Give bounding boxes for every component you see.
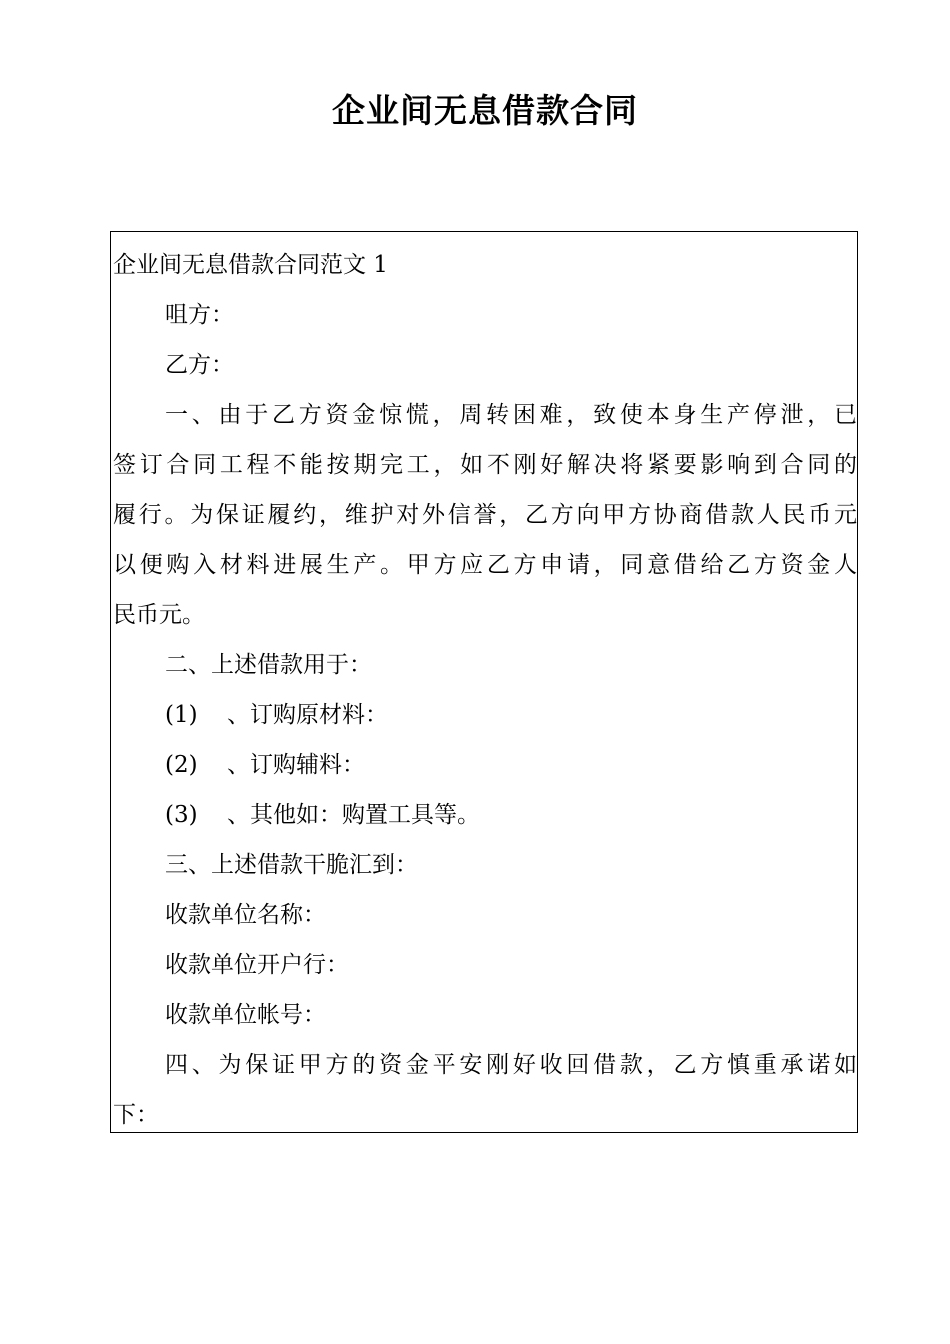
clause-1-line-1: 一、由于乙方资金惊慌，周转困难，致使本身生产停泄，已	[165, 402, 857, 428]
clause-4-line-2: 下：	[113, 1102, 159, 1128]
item-text: 、订购辅料：	[227, 752, 365, 778]
sample-heading: 企业间无息借款合同范文 1	[113, 252, 388, 278]
clause-1-line-4: 以便购入材料进展生产。甲方应乙方申请，同意借给乙方资金人	[113, 552, 857, 578]
payee-bank-line: 收款单位开户行：	[165, 952, 349, 978]
item-number: (1)	[165, 702, 198, 728]
party-a-line: 咀方：	[165, 302, 234, 328]
item-text: 、订购原材料：	[227, 702, 388, 728]
item-text: 、其他如：购置工具等。	[227, 802, 480, 828]
party-b-line: 乙方：	[165, 352, 234, 378]
clause-2-item-3	[113, 790, 857, 840]
item-number: (2)	[165, 752, 198, 778]
clause-1-line-2: 签订合同工程不能按期完工，如不刚好解决将紧要影响到合同的	[113, 452, 857, 478]
clause-4-line-1: 四、为保证甲方的资金平安刚好收回借款，乙方慎重承诺如	[165, 1052, 857, 1078]
payee-name-line: 收款单位名称：	[165, 902, 326, 928]
clause-2-item-2	[113, 740, 857, 790]
page-title: 企业间无息借款合同	[332, 91, 638, 130]
contract-body	[113, 240, 857, 1133]
payee-account-line: 收款单位帐号：	[165, 1002, 326, 1028]
clause-3-title: 三、上述借款干脆汇到：	[165, 852, 418, 878]
clause-1-line-5: 民币元。	[113, 602, 205, 628]
clause-2-title: 二、上述借款用于：	[165, 652, 372, 678]
clause-1-line-3: 履行。为保证履约，维护对外信誉，乙方向甲方协商借款人民币元	[113, 502, 857, 528]
clause-2-item-1	[113, 690, 857, 740]
item-number: (3)	[165, 802, 198, 828]
contract-text-box	[110, 231, 858, 1133]
